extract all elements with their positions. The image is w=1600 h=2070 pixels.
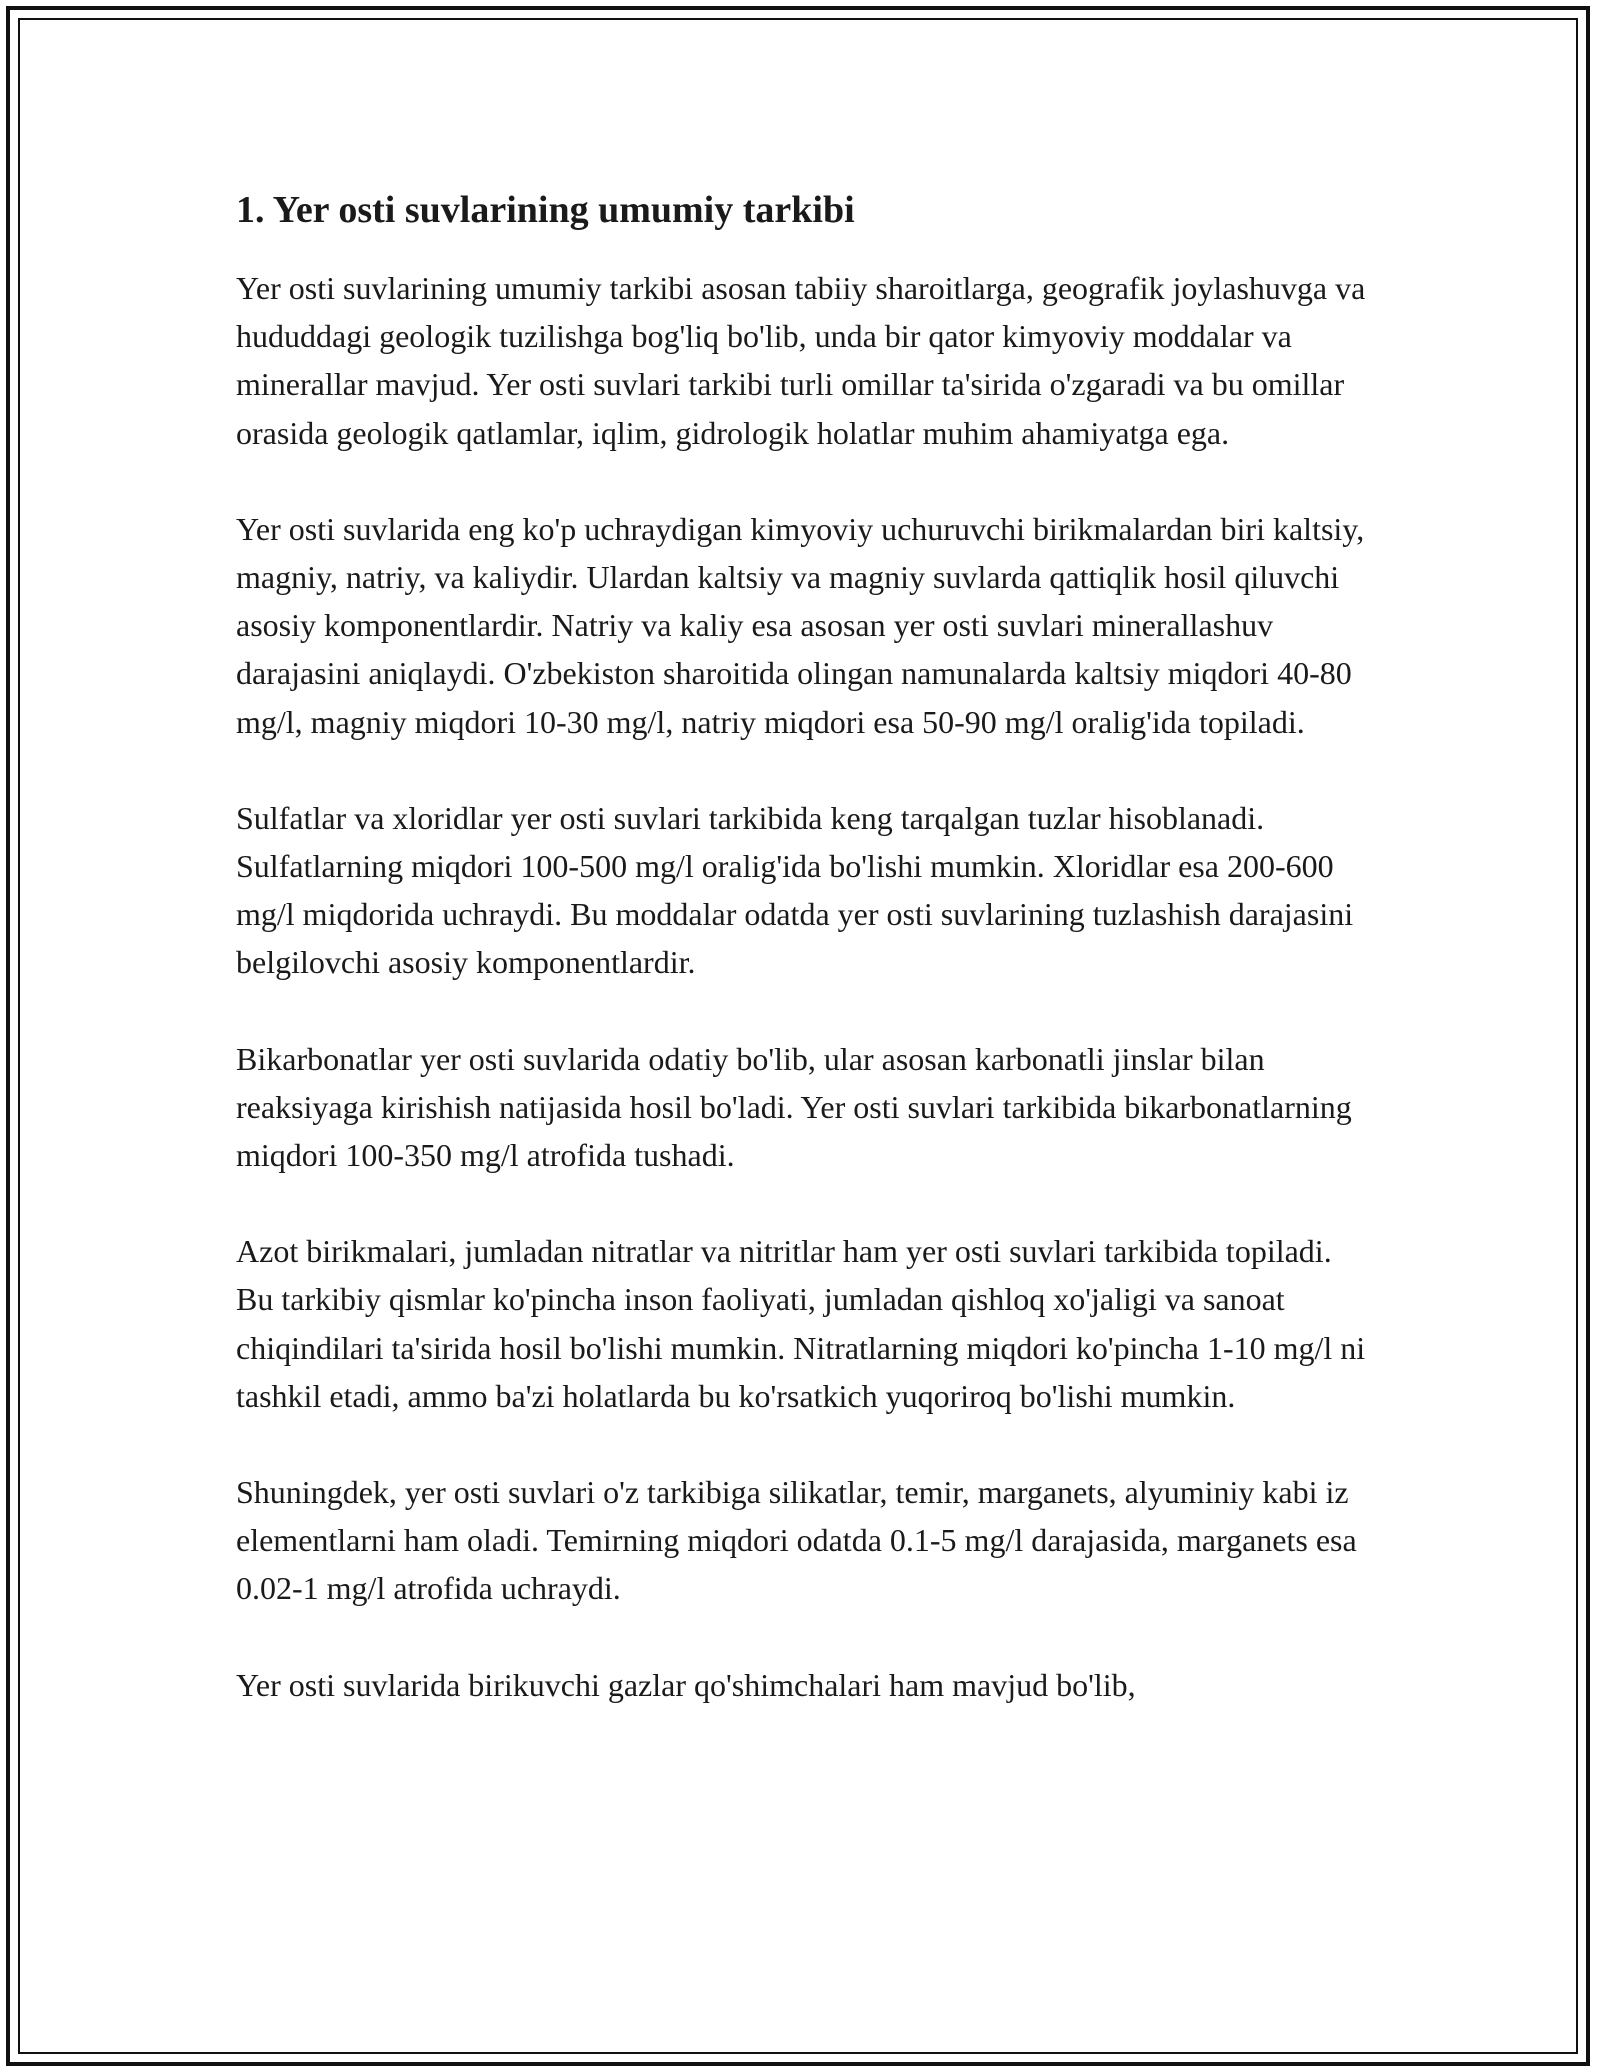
document-body [236,186,1376,1757]
paragraph: Shuningdek, yer osti suvlari o'z tarkibiga silikatlar, temir, marganets, alyuminiy kabi iz elementlarni ham oladi. Temirning miqdori odatda 0.1-5 mg/l darajasida, marganets esa 0.02-1 mg/l atrofida uchraydi. [236,1474,1357,1607]
paragraph: Sulfatlar va xloridlar yer osti suvlari tarkibida keng tarqalgan tuzlar hisoblanadi. Sulfatlarning miqdori 100-500 mg/l oralig'ida bo'lishi mumkin. Xloridlar esa 200-600 mg/l miqdorida uchraydi. Bu moddalar odatda yer osti suvlarining tuzlashish darajasini belgilovchi asosiy komponentlardir. [236,799,1354,981]
section-heading: 1. Yer osti suvlarining umumiy tarkibi [236,189,855,231]
paragraph: Yer osti suvlarining umumiy tarkibi asosan tabiiy sharoitlarga, geografik joylashuvga va hududdagi geologik tuzilishga bog'liq bo'lib, unda bir qator kimyoviy moddalar va minerallar mavjud. Yer osti suvlari tarkibi turli omillar ta'sirida o'zgaradi va bu omillar orasida geologik qatlamlar, iqlim, gidrologik holatlar muhim ahamiyatga ega. [236,270,1366,451]
paragraph: Bikarbonatlar yer osti suvlarida odatiy bo'lib, ular asosan karbonatli jinslar bilan reaksiyaga kirishish natijasida hosil bo'ladi. Yer osti suvlari tarkibida bikarbonatlarning miqdori 100-350 mg/l atrofida tushadi. [236,1040,1352,1174]
paragraph: Yer osti suvlarida eng ko'p uchraydigan kimyoviy uchuruvchi birikmalardan biri kaltsiy, magniy, natriy, va kaliydir. Ulardan kaltsiy va magniy suvlarda qattiqlik hosil qiluvchi asosiy komponentlardir. Natriy va kaliy esa asosan yer osti suvlari minerallashuv darajasini aniqlaydi. O'zbekiston sharoitida olingan namunalarda kaltsiy miqdori 40-80 mg/l, magniy miqdori 10-30 mg/l, natriy miqdori esa 50-90 mg/l oralig'ida topiladi. [236,510,1365,740]
paragraph: Yer osti suvlarida birikuvchi gazlar qo'shimchalari ham mavjud bo'lib, [236,1666,1136,1703]
paragraph: Azot birikmalari, jumladan nitratlar va nitritlar ham yer osti suvlari tarkibida topiladi. Bu tarkibiy qismlar ko'pincha inson faoliyati, jumladan qishloq xo'jaligi va sanoat chiqindilari ta'sirida hosil bo'lishi mumkin. Nitratlarning miqdori ko'pincha 1-10 mg/l ni tashkil etadi, ammo ba'zi holatlarda bu ko'rsatkich yuqoriroq bo'lishi mumkin. [236,1233,1366,1414]
